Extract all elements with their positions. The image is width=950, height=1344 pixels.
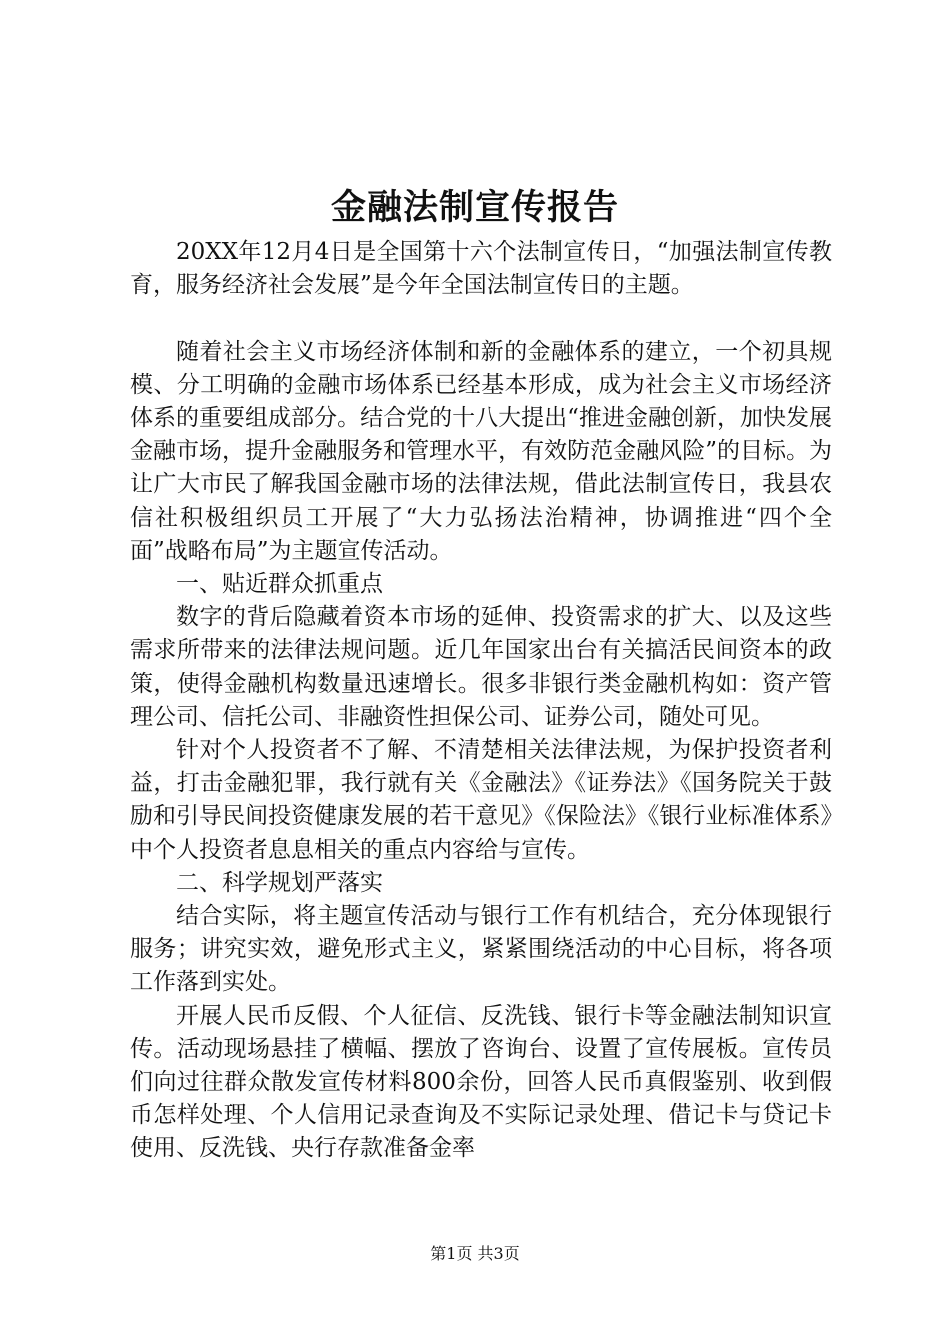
section-heading-1: 一、贴近群众抓重点 [176,571,383,598]
paragraph-section2-a: 结合实际，将主题宣传活动与银行工作有机结合，充分体现银行服务；讲究实效，避免形式主义，紧紧围绕活动的中心目标，将各项工作落到实处。 [130,903,832,996]
document-title: 金融法制宣传报告 [330,187,619,228]
paragraph-intro: 20XX年12月4日是全国第十六个法制宣传日，“加强法制宣传教育，服务经济社会发展”是今年全国法制宣传日的主题。 [130,239,832,299]
paragraph-section1-b: 针对个人投资者不了解、不清楚相关法律法规，为保护投资者利益，打击金融犯罪，我行就有关《金融法》《证券法》《国务院关于鼓励和引导民间投资健康发展的若干意见》《保险法》《银行业标准体系》中个人投资者息息相关的重点内容给与宣传。 [130,737,832,863]
section-heading-2: 二、科学规划严落实 [176,869,383,896]
paragraph-section2-b: 开展人民币反假、个人征信、反洗钱、银行卡等金融法制知识宣传。活动现场悬挂了横幅、摆放了咨询台、设置了宣传展板。宣传员们向过往群众散发宣传材料800余份，回答人民币真假鉴别、收到假币怎样处理、个人信用记录查询及不实际记录处理、借记卡与贷记卡使用、反洗钱、央行存款准备金率 [130,1002,832,1162]
paragraph-spacer [130,302,832,335]
document-body [130,236,832,1166]
paragraph-section1-a: 数字的背后隐藏着资本市场的延伸、投资需求的扩大、以及这些需求所带来的法律法规问题。近几年国家出台有关搞活民间资本的政策，使得金融机构数量迅速增长。很多非银行类金融机构如：资产管理公司、信托公司、非融资性担保公司、证券公司，随处可见。 [130,604,832,730]
page-footer: 第1页 共3页 [430,1244,520,1263]
paragraph-background: 随着社会主义市场经济体制和新的金融体系的建立，一个初具规模、分工明确的金融市场体系已经基本形成，成为社会主义市场经济体系的重要组成部分。结合党的十八大提出“推进金融创新，加快发展金融市场，提升金融服务和管理水平，有效防范金融风险”的目标。为让广大市民了解我国金融市场的法律法规，借此法制宣传日，我县农信社积极组织员工开展了“大力弘扬法治精神，协调推进“四个全面”战略布局”为主题宣传活动。 [130,338,832,564]
